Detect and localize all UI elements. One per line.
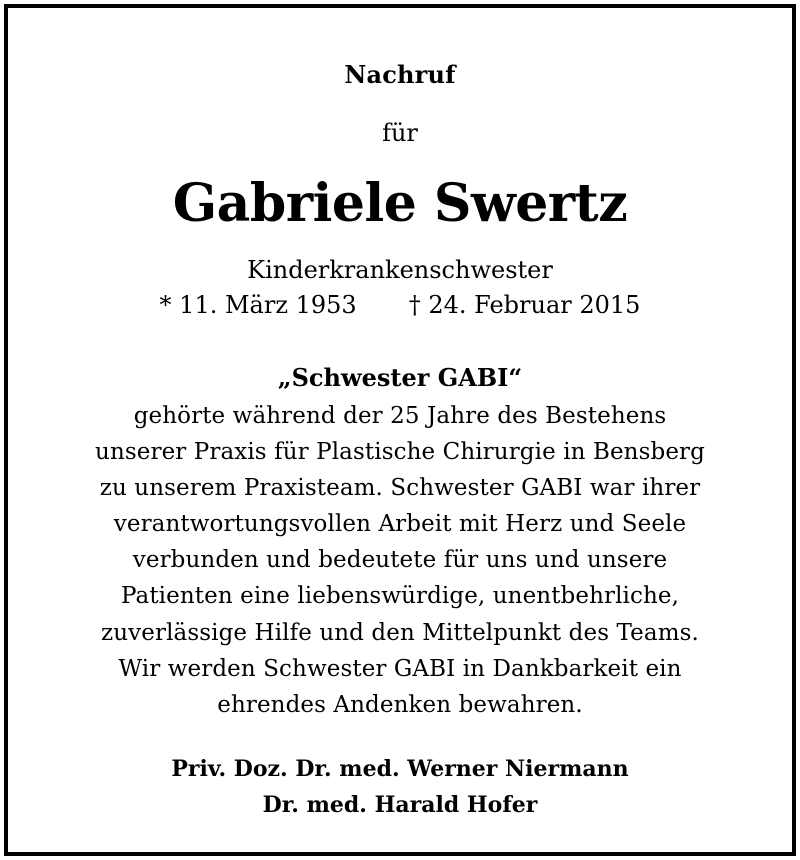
- tribute-line: unserer Praxis für Plastische Chirurgie in Bensberg: [95, 439, 705, 466]
- tribute-line: zuverlässige Hilfe und den Mittelpunkt des Teams.: [101, 619, 699, 646]
- signer-name: Priv. Doz. Dr. med. Werner Niermann: [171, 756, 629, 782]
- for-word: für: [382, 119, 418, 147]
- tribute-line: Patienten eine liebenswürdige, unentbehrliche,: [120, 583, 680, 610]
- deceased-name: Gabriele Swertz: [172, 173, 628, 234]
- death-date: † 24. Februar 2015: [408, 291, 641, 319]
- tribute-line: verantwortungsvollen Arbeit mit Herz und Seele: [113, 511, 687, 538]
- birth-date: * 11. März 1953: [159, 291, 357, 319]
- life-dates: [8, 291, 792, 319]
- signer-name: Dr. med. Harald Hofer: [262, 792, 538, 818]
- tribute-line: verbunden und bedeutete für uns und unsere: [132, 547, 668, 574]
- tribute-line: Wir werden Schwester GABI in Dankbarkeit ein: [118, 655, 682, 682]
- tribute-line: gehörte während der 25 Jahre des Bestehens: [133, 403, 667, 429]
- tribute-line: ehrendes Andenken bewahren.: [217, 691, 583, 718]
- obituary-notice: [4, 4, 796, 856]
- nickname: „Schwester GABI“: [277, 363, 523, 392]
- tribute-line: zu unserem Praxisteam. Schwester GABI war ihrer: [99, 475, 701, 502]
- profession: Kinderkrankenschwester: [247, 256, 553, 284]
- tribute-text: [8, 398, 792, 723]
- signers: [8, 751, 792, 823]
- notice-heading: Nachruf: [344, 60, 456, 89]
